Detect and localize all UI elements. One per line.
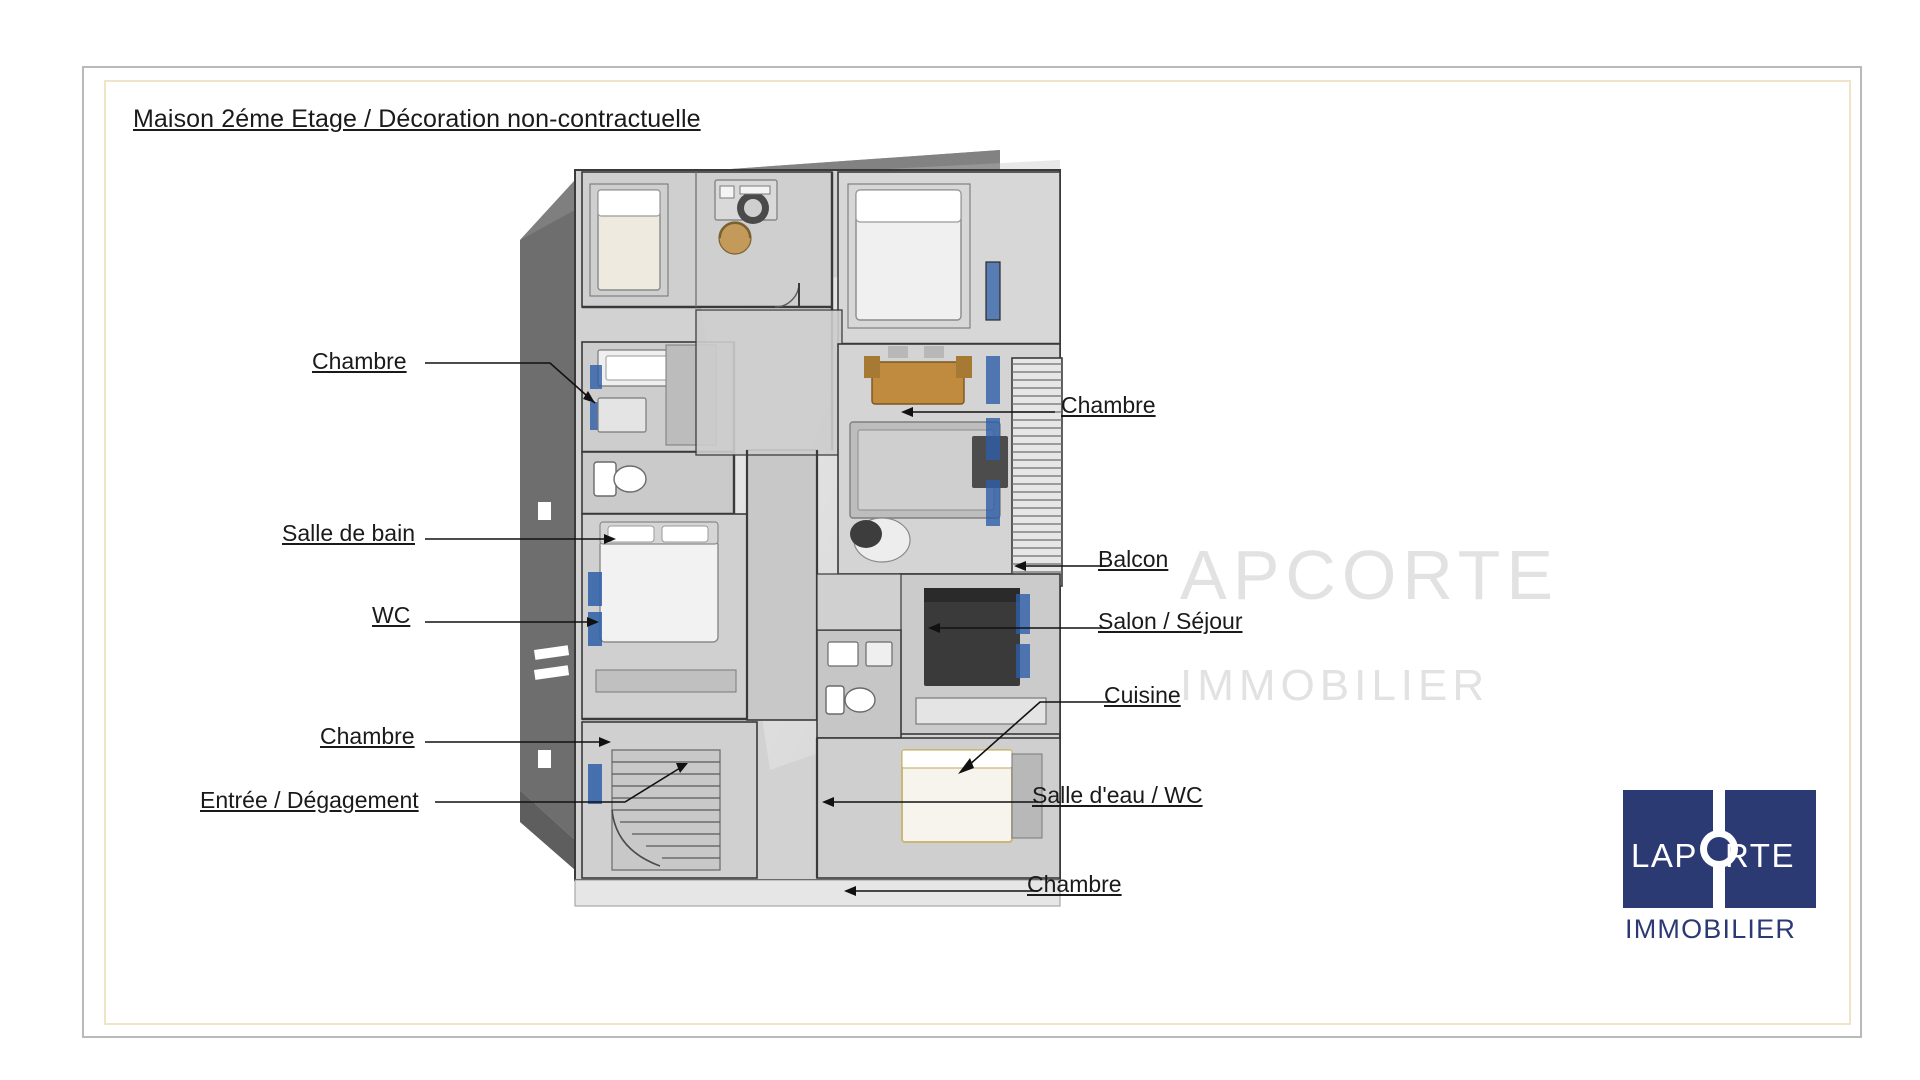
logo-bar-top xyxy=(1713,790,1725,832)
exterior-window xyxy=(538,502,551,520)
logo-name xyxy=(1631,837,1808,875)
watermark-line2: IMMOBILIER xyxy=(1180,661,1490,710)
toilet-bowl xyxy=(614,466,646,492)
watermark-line1: APCORTE xyxy=(1180,536,1560,614)
callout-label-salon-sejour: Salon / Séjour xyxy=(1098,608,1243,634)
sink xyxy=(828,642,858,666)
dining-chair xyxy=(864,356,880,378)
furniture xyxy=(596,670,736,692)
hall-lower xyxy=(817,574,901,630)
agency-logo xyxy=(1623,790,1816,970)
leader-chambre-4 xyxy=(830,877,1050,907)
desk-item-inner xyxy=(744,199,762,217)
window xyxy=(1016,644,1030,678)
desk-item xyxy=(720,186,734,198)
dining-chair xyxy=(956,356,972,378)
decor xyxy=(850,520,882,548)
callout-label-cuisine: Cuisine xyxy=(1104,682,1181,708)
callout-label-chambre-4: Chambre xyxy=(1027,871,1122,897)
kitchen-worktop xyxy=(924,588,1020,602)
window xyxy=(986,262,1000,320)
dining-chair xyxy=(924,346,944,358)
dining-chair xyxy=(888,346,908,358)
window xyxy=(986,356,1000,404)
toilet-tank xyxy=(826,686,844,714)
page-title: Maison 2éme Etage / Décoration non-contractuelle xyxy=(133,105,701,133)
leader-salle-eau-wc xyxy=(810,788,1050,818)
callout-label-entree-degagement: Entrée / Dégagement xyxy=(200,787,419,813)
window xyxy=(986,480,1000,526)
leader-chambre-1 xyxy=(420,335,720,425)
pillow xyxy=(598,190,660,216)
leader-salle-de-bain xyxy=(420,525,650,555)
callout-label-balcon: Balcon xyxy=(1098,546,1169,572)
leader-cuisine xyxy=(930,688,1130,788)
leader-balcon xyxy=(1006,552,1116,582)
floorplan-drawing xyxy=(200,150,1560,980)
callout-label-salle-de-bain: Salle de bain xyxy=(282,520,415,546)
logo-name-pre: LAP xyxy=(1631,837,1698,874)
callout-label-chambre-1: Chambre xyxy=(312,348,407,374)
window xyxy=(588,572,602,606)
callout-label-salle-eau-wc: Salle d'eau / WC xyxy=(1032,782,1203,808)
logo-subtitle: IMMOBILIER xyxy=(1625,914,1797,944)
floorplan-svg xyxy=(520,150,1300,980)
desk-item xyxy=(740,186,770,194)
leader-chambre-3 xyxy=(895,398,1075,428)
callout-label-chambre-2: Chambre xyxy=(320,723,415,749)
room-entree-degagement xyxy=(747,450,817,720)
callout-label-wc: WC xyxy=(372,602,411,628)
pillow xyxy=(856,190,961,222)
leader-salon-sejour xyxy=(920,614,1120,644)
toilet-tank xyxy=(594,462,616,496)
pillow xyxy=(662,526,708,542)
callout-label-chambre-3: Chambre xyxy=(1061,392,1156,418)
logo-name-post: RTE xyxy=(1725,837,1795,874)
shower-tray xyxy=(866,642,892,666)
leader-entree-degagement xyxy=(430,750,790,830)
leader-wc xyxy=(420,608,640,638)
toilet-bowl xyxy=(845,688,875,712)
